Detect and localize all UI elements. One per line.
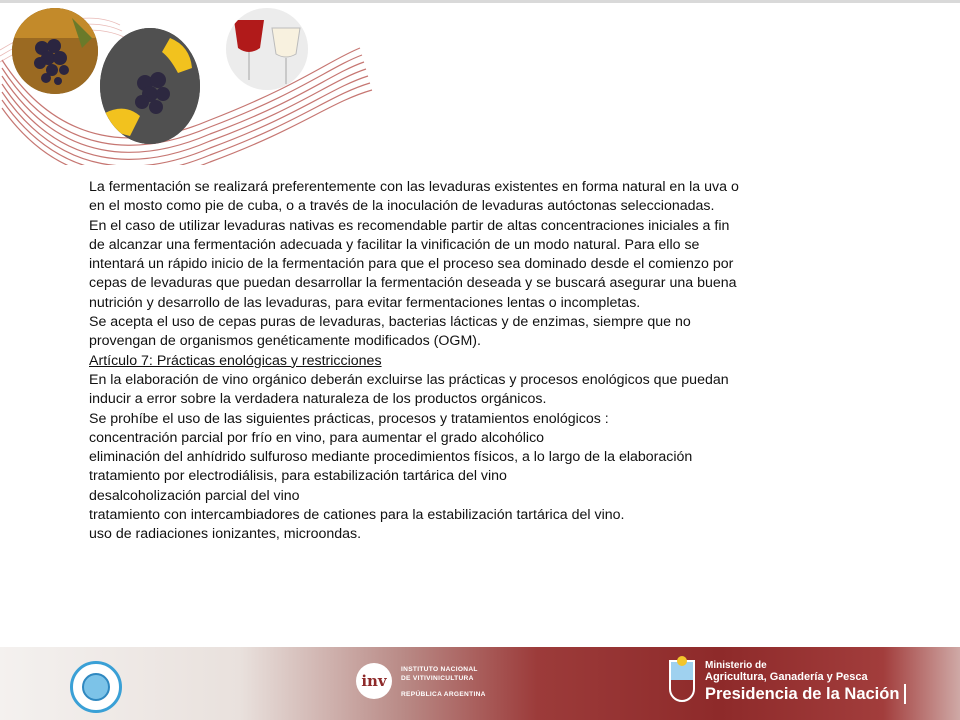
list-item: eliminación del anhídrido sulfuroso mediante procedimientos físicos, a lo largo de la elaboración bbox=[89, 449, 693, 466]
badge-center bbox=[82, 673, 110, 701]
harvest-hands-photo bbox=[100, 28, 200, 144]
paragraph: Se prohíbe el uso de las siguientes prácticas, procesos y tratamientos enológicos : bbox=[89, 410, 609, 427]
seal-sun bbox=[677, 656, 687, 666]
paragraph: En el caso de utilizar levaduras nativas es recomendable partir de altas concentraciones iniciales a fin de alcanzar una fermentación adecuada y facilitar la vinificación de un modo natural. Para ello se intentará un rápido inicio de la fermentación para que el proceso sea dominado desde el comienzo por cepas de levaduras que puedan desarrollar la fermentación deseada y se buscará asegurar una buena nutrición y desarrollo de las levaduras, para evitar fermentaciones lentas o incompletas. bbox=[89, 217, 737, 311]
list-item: uso de radiaciones ionizantes, microondas. bbox=[89, 526, 362, 543]
wine-glass-photo bbox=[226, 8, 308, 90]
inv-line: REPÚBLICA ARGENTINA bbox=[401, 691, 486, 698]
ministry-name bbox=[705, 661, 906, 704]
slide-body-text bbox=[89, 178, 749, 545]
inv-line: DE VITIVINICULTURA bbox=[401, 675, 474, 682]
inv-logo-icon: inv bbox=[356, 663, 392, 699]
list-item: desalcoholización parcial del vino bbox=[89, 487, 300, 504]
paragraph: En la elaboración de vino orgánico deberán excluirse las prácticas y procesos enológicos que puedan inducir a error sobre la verdadera naturaleza de los productos orgánicos. bbox=[89, 371, 729, 408]
argentina-seal-icon bbox=[669, 660, 695, 702]
article-heading: Artículo 7: Prácticas enológicas y restricciones bbox=[89, 352, 382, 369]
footer-banner bbox=[0, 647, 960, 720]
inv-institution-name bbox=[401, 665, 486, 699]
list-item: tratamiento con intercambiadores de cationes para la estabilización tartárica del vino. bbox=[89, 507, 625, 524]
paragraph: La fermentación se realizará preferentemente con las levaduras existentes en forma natural en la uva o en el mosto como pie de cuba, o a través de la inoculación de levaduras autóctonas seleccionadas. bbox=[89, 179, 739, 215]
ministry-line: Ministerio de bbox=[705, 660, 767, 671]
list-item: concentración parcial por frío en vino, para aumentar el grado alcohólico bbox=[89, 429, 545, 446]
presidency-line: Presidencia de la Nación bbox=[705, 684, 906, 704]
list-item: tratamiento por electrodiálisis, para estabilización tartárica del vino bbox=[89, 468, 507, 485]
header-banner bbox=[0, 0, 960, 165]
organic-badge-icon bbox=[70, 661, 122, 713]
ministry-line: Agricultura, Ganadería y Pesca bbox=[705, 671, 868, 683]
inv-line: INSTITUTO NACIONAL bbox=[401, 666, 478, 673]
paragraph: Se acepta el uso de cepas puras de levaduras, bacterias lácticas y de enzimas, siempre que no provengan de organismos genéticamente modificados (OGM). bbox=[89, 314, 691, 350]
grapes-photo bbox=[12, 8, 98, 94]
